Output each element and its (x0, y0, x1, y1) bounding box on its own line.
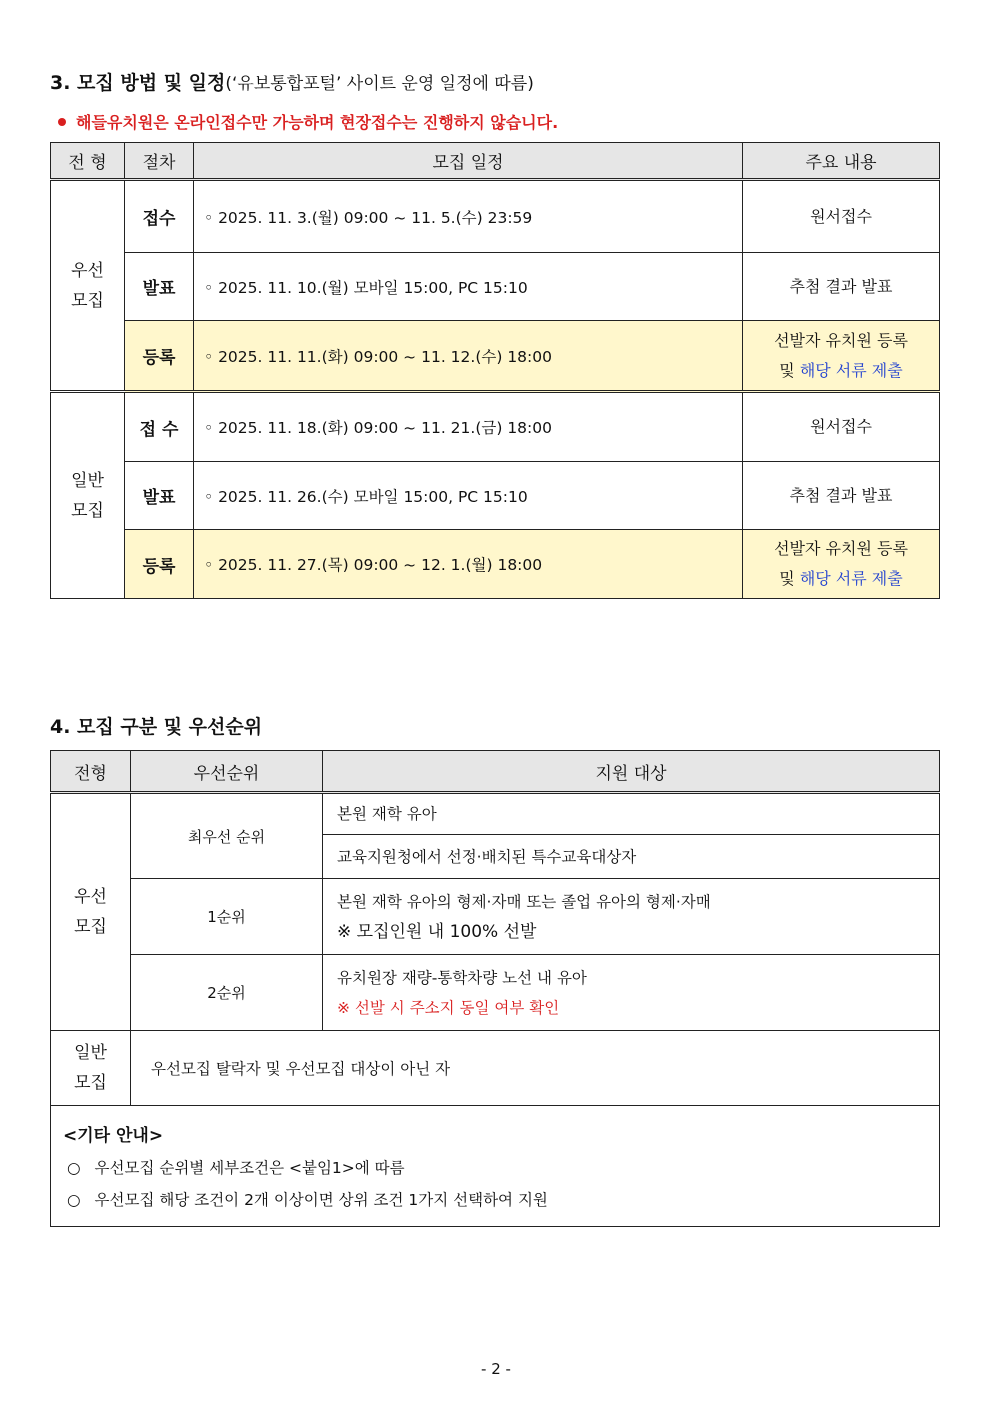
section3-title (50, 68, 534, 95)
online-only-notice (58, 110, 558, 133)
section3-title-main: 3. 모집 방법 및 일정 (50, 72, 226, 94)
header-step: 절차 (125, 143, 194, 180)
table-row (51, 253, 940, 321)
table-row (51, 1031, 940, 1106)
page-number: - 2 - (481, 1360, 511, 1378)
notice-text: 해들유치원은 온라인접수만 가능하며 현장접수는 진행하지 않습니다. (76, 113, 559, 132)
header-note: 주요 내용 (743, 143, 940, 180)
top-priority-label: 최우선 순위 (131, 793, 323, 879)
priority-type-cell: 우선 모집 (51, 180, 125, 392)
target-cell: 본원 재학 유아의 형제·자매 또는 졸업 유아의 형제·자매 ※ 모집인원 내 100% 선발 (323, 879, 940, 955)
header-target: 지원 대상 (323, 751, 940, 793)
header-priority: 우선순위 (131, 751, 323, 793)
step-cell: 접수 (125, 180, 194, 253)
note-cell: 원서접수 (743, 392, 940, 462)
priority-table (50, 750, 940, 1227)
first-priority-label: 1순위 (131, 879, 323, 955)
target-cell: 교육지원청에서 선정·배치된 특수교육대상자 (323, 835, 940, 879)
etc-title: <기타 안내> (63, 1126, 164, 1146)
general-type-cell: 일반 모집 (51, 392, 125, 599)
bullet-dot-icon (58, 118, 66, 126)
general-type-cell: 일반 모집 (51, 1031, 131, 1106)
table-row (51, 392, 940, 462)
section3-title-sub: (‘유보통합포털’ 사이트 운영 일정에 따름) (225, 74, 534, 94)
list-item: ○ 우선모집 순위별 세부조건은 <붙임1>에 따름 (67, 1159, 405, 1177)
table-row (51, 321, 940, 392)
table-row (51, 955, 940, 1031)
table-row (51, 530, 940, 599)
step-cell: 등록 (125, 530, 194, 599)
priority-type-cell: 우선 모집 (51, 793, 131, 1031)
header-schedule: 모집 일정 (194, 143, 743, 180)
schedule-cell: ◦ 2025. 11. 11.(화) 09:00 ~ 11. 12.(수) 18:00 (194, 321, 743, 392)
step-cell: 발표 (125, 462, 194, 530)
table-row (51, 462, 940, 530)
note-cell: 원서접수 (743, 180, 940, 253)
step-cell: 접 수 (125, 392, 194, 462)
header-type: 전형 (51, 751, 131, 793)
table-row (51, 793, 940, 835)
schedule-table (50, 142, 940, 599)
note-cell: 추첨 결과 발표 (743, 253, 940, 321)
step-cell: 등록 (125, 321, 194, 392)
schedule-cell: ◦ 2025. 11. 27.(목) 09:00 ~ 12. 1.(월) 18:00 (194, 530, 743, 599)
header-type: 전 형 (51, 143, 125, 180)
schedule-cell: ◦ 2025. 11. 26.(수) 모바일 15:00, PC 15:10 (194, 462, 743, 530)
general-target-cell: 우선모집 탈락자 및 우선모집 대상이 아닌 자 (131, 1031, 940, 1106)
schedule-cell: ◦ 2025. 11. 18.(화) 09:00 ~ 11. 21.(금) 18:00 (194, 392, 743, 462)
schedule-header-row (51, 143, 940, 180)
etc-info-cell (51, 1106, 940, 1227)
target-cell: 유치원장 재량-통학차량 노선 내 유아 ※ 선발 시 주소지 동일 여부 확인 (323, 955, 940, 1031)
table-row (51, 879, 940, 955)
priority-header-row (51, 751, 940, 793)
schedule-cell: ◦ 2025. 11. 10.(월) 모바일 15:00, PC 15:10 (194, 253, 743, 321)
table-row (51, 1106, 940, 1227)
step-cell: 발표 (125, 253, 194, 321)
note-cell: 추첨 결과 발표 (743, 462, 940, 530)
target-cell: 본원 재학 유아 (323, 793, 940, 835)
circle-bullet-icon: ○ (67, 1159, 81, 1177)
note-cell: 선발자 유치원 등록 및 해당 서류 제출 (743, 530, 940, 599)
section4-title: 4. 모집 구분 및 우선순위 (50, 716, 263, 738)
note-cell: 선발자 유치원 등록 및 해당 서류 제출 (743, 321, 940, 392)
second-priority-label: 2순위 (131, 955, 323, 1031)
list-item: ○ 우선모집 해당 조건이 2개 이상이면 상위 조건 1가지 선택하여 지원 (67, 1191, 548, 1209)
circle-bullet-icon: ○ (67, 1191, 81, 1209)
schedule-cell: ◦ 2025. 11. 3.(월) 09:00 ~ 11. 5.(수) 23:59 (194, 180, 743, 253)
table-row (51, 180, 940, 253)
